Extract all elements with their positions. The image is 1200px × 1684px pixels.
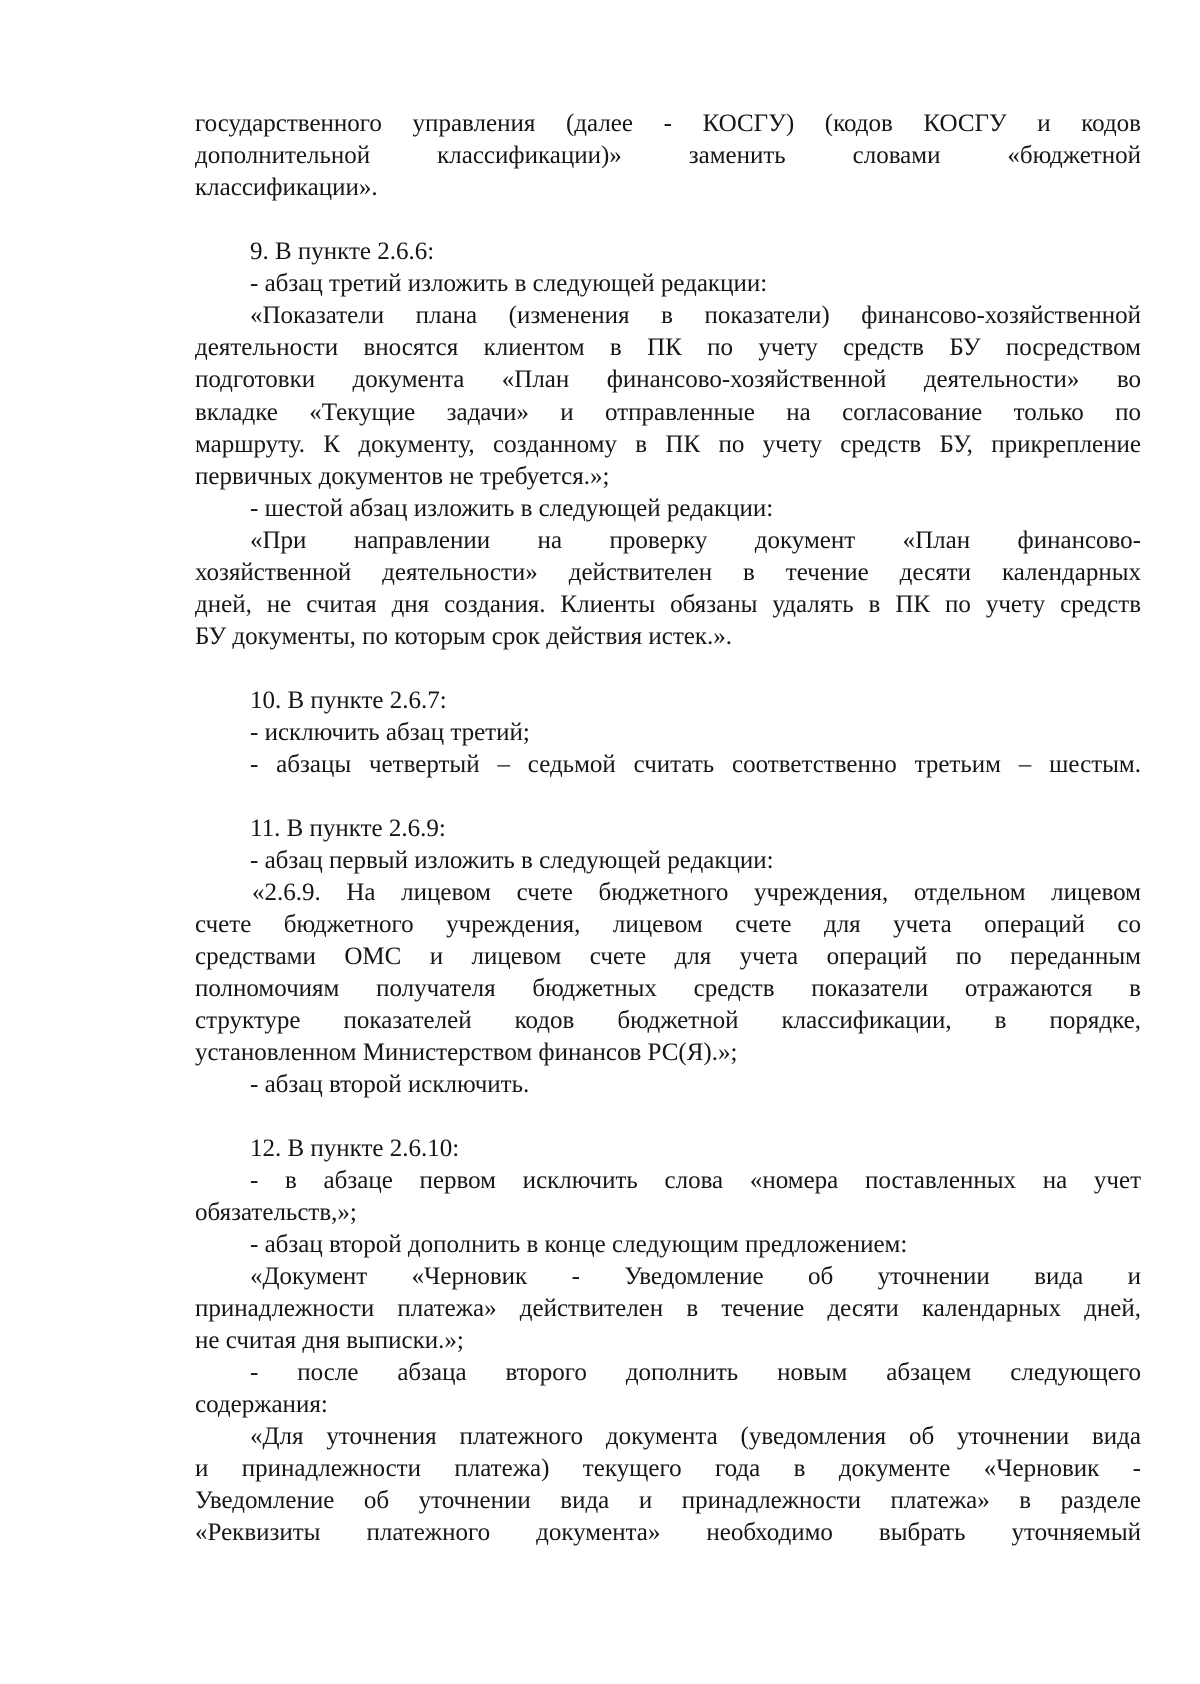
text-line: «Документ «Черновик - Уведомление об уточнении вида и	[250, 1263, 1141, 1290]
text-line: дополнительной классификации)» заменить словами «бюджетной	[195, 142, 1141, 169]
text-line: - абзац второй исключить.	[250, 1071, 530, 1098]
text-line: - исключить абзац третий;	[250, 719, 530, 746]
text-line: не считая дня выписки.»;	[195, 1327, 464, 1354]
text-line: и принадлежности платежа) текущего года в документе «Черновик -	[195, 1455, 1141, 1482]
text-line: «При направлении на проверку документ «План финансово-	[250, 527, 1141, 554]
text-line: вкладке «Текущие задачи» и отправленные на согласование только по	[195, 399, 1141, 426]
text-line: - после абзаца второго дополнить новым абзацем следующего	[250, 1359, 1141, 1386]
section-heading-9: 9. В пункте 2.6.6:	[250, 238, 435, 265]
text-line: дней, не считая дня создания. Клиенты обязаны удалять в ПК по учету средств	[195, 591, 1141, 618]
text-line: - шестой абзац изложить в следующей редакции:	[250, 495, 774, 522]
text-line: - абзац первый изложить в следующей редакции:	[250, 847, 774, 874]
text-line: БУ документы, по которым срок действия истек.».	[195, 623, 733, 650]
text-line: средствами ОМС и лицевом счете для учета операций по переданным	[195, 943, 1141, 970]
text-line: - абзацы четвертый – седьмой считать соответственно третьим – шестым.	[250, 751, 1141, 778]
text-line: «Реквизиты платежного документа» необходимо выбрать уточняемый	[195, 1519, 1141, 1546]
text-line: обязательств,»;	[195, 1199, 357, 1226]
text-line: первичных документов не требуется.»;	[195, 463, 610, 490]
text-line: Уведомление об уточнении вида и принадлежности платежа» в разделе	[195, 1487, 1141, 1514]
text-line: полномочиям получателя бюджетных средств показатели отражаются в	[195, 975, 1141, 1002]
text-line: - абзац второй дополнить в конце следующим предложением:	[250, 1231, 908, 1258]
text-line: маршруту. К документу, созданному в ПК по учету средств БУ, прикрепление	[195, 431, 1141, 458]
text-line: классификации».	[195, 174, 378, 201]
text-line: деятельности вносятся клиентом в ПК по учету средств БУ посредством	[195, 334, 1141, 361]
section-heading-11: 11. В пункте 2.6.9:	[250, 815, 446, 842]
section-heading-12: 12. В пункте 2.6.10:	[250, 1135, 460, 1162]
text-line: государственного управления (далее - КОСГУ) (кодов КОСГУ и кодов	[195, 110, 1141, 137]
text-line: «Для уточнения платежного документа (уведомления об уточнении вида	[250, 1423, 1141, 1450]
text-line: «Показатели плана (изменения в показатели) финансово-хозяйственной	[250, 302, 1141, 329]
section-heading-10: 10. В пункте 2.6.7:	[250, 687, 447, 714]
text-line: хозяйственной деятельности» действителен в течение десяти календарных	[195, 559, 1141, 586]
text-line: «2.6.9. На лицевом счете бюджетного учреждения, отдельном лицевом	[252, 879, 1141, 906]
text-line: счете бюджетного учреждения, лицевом счете для учета операций со	[195, 911, 1141, 938]
text-line: - абзац третий изложить в следующей редакции:	[250, 270, 768, 297]
text-line: - в абзаце первом исключить слова «номера поставленных на учет	[250, 1167, 1141, 1194]
text-line: установленном Министерством финансов РС(Я).»;	[195, 1039, 738, 1066]
text-line: подготовки документа «План финансово-хозяйственной деятельности» во	[195, 366, 1141, 393]
text-line: содержания:	[195, 1391, 328, 1418]
text-line: структуре показателей кодов бюджетной классификации, в порядке,	[195, 1007, 1141, 1034]
text-line: принадлежности платежа» действителен в течение десяти календарных дней,	[195, 1295, 1141, 1322]
